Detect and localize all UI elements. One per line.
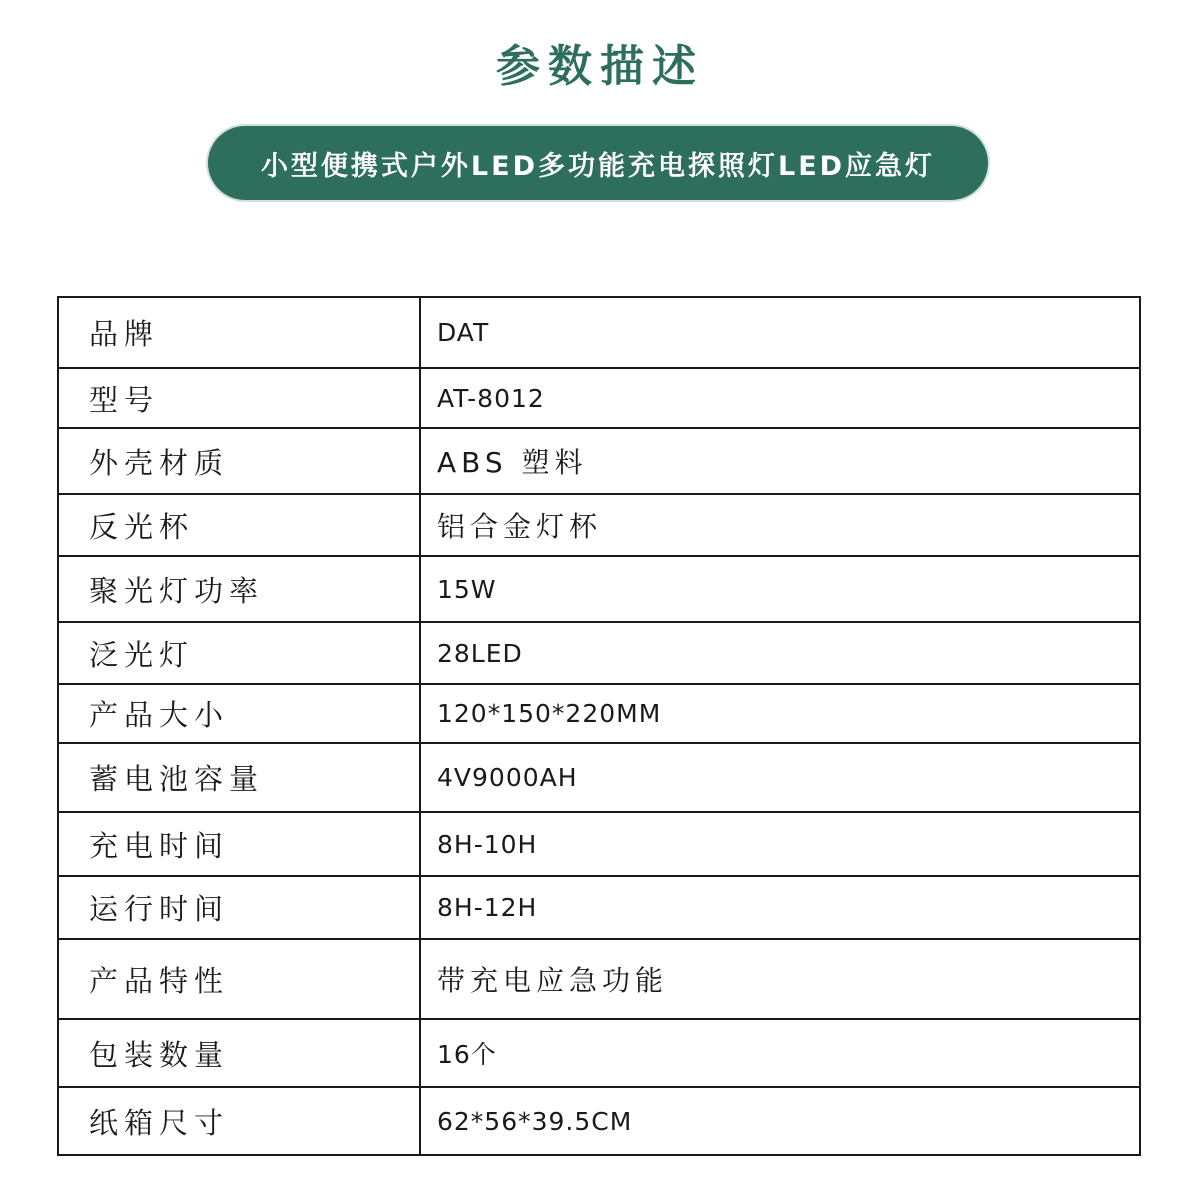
spec-table: [57, 296, 1141, 1156]
spec-label: 泛光灯: [58, 622, 420, 684]
page-title: 参数描述: [496, 41, 704, 92]
spec-value: 8H-10H: [420, 812, 1140, 876]
spec-row-model: [58, 368, 1140, 428]
spec-row-brand: [58, 297, 1140, 368]
product-name-banner: [208, 126, 988, 200]
spec-label: 纸箱尺寸: [58, 1087, 420, 1155]
spec-value: 带充电应急功能: [420, 939, 1140, 1019]
spec-label: 产品特性: [58, 939, 420, 1019]
spec-value: 120*150*220MM: [420, 684, 1140, 743]
spec-row-battery-capacity: [58, 743, 1140, 812]
spec-label: 品牌: [58, 297, 420, 368]
spec-value: 铝合金灯杯: [420, 494, 1140, 556]
spec-label: 包装数量: [58, 1019, 420, 1087]
spec-value: 16个: [420, 1019, 1140, 1087]
spec-row-charging-time: [58, 812, 1140, 876]
spec-row-reflector: [58, 494, 1140, 556]
spec-row-spotlight-power: [58, 556, 1140, 622]
spec-row-product-features: [58, 939, 1140, 1019]
spec-row-carton-size: [58, 1087, 1140, 1155]
spec-value: 8H-12H: [420, 876, 1140, 939]
spec-row-run-time: [58, 876, 1140, 939]
spec-value: 15W: [420, 556, 1140, 622]
spec-value: 28LED: [420, 622, 1140, 684]
spec-value: ABS 塑料: [420, 428, 1140, 494]
spec-label: 外壳材质: [58, 428, 420, 494]
spec-label: 产品大小: [58, 684, 420, 743]
spec-row-housing-material: [58, 428, 1140, 494]
spec-value: DAT: [420, 297, 1140, 368]
spec-row-product-size: [58, 684, 1140, 743]
spec-label: 反光杯: [58, 494, 420, 556]
spec-label: 充电时间: [58, 812, 420, 876]
spec-value: 4V9000AH: [420, 743, 1140, 812]
spec-label: 运行时间: [58, 876, 420, 939]
spec-row-package-quantity: [58, 1019, 1140, 1087]
spec-label: 聚光灯功率: [58, 556, 420, 622]
spec-value: 62*56*39.5CM: [420, 1087, 1140, 1155]
spec-label: 蓄电池容量: [58, 743, 420, 812]
spec-value: AT-8012: [420, 368, 1140, 428]
spec-row-floodlight: [58, 622, 1140, 684]
spec-label: 型号: [58, 368, 420, 428]
product-name: 小型便携式户外LED多功能充电探照灯LED应急灯: [260, 150, 936, 182]
